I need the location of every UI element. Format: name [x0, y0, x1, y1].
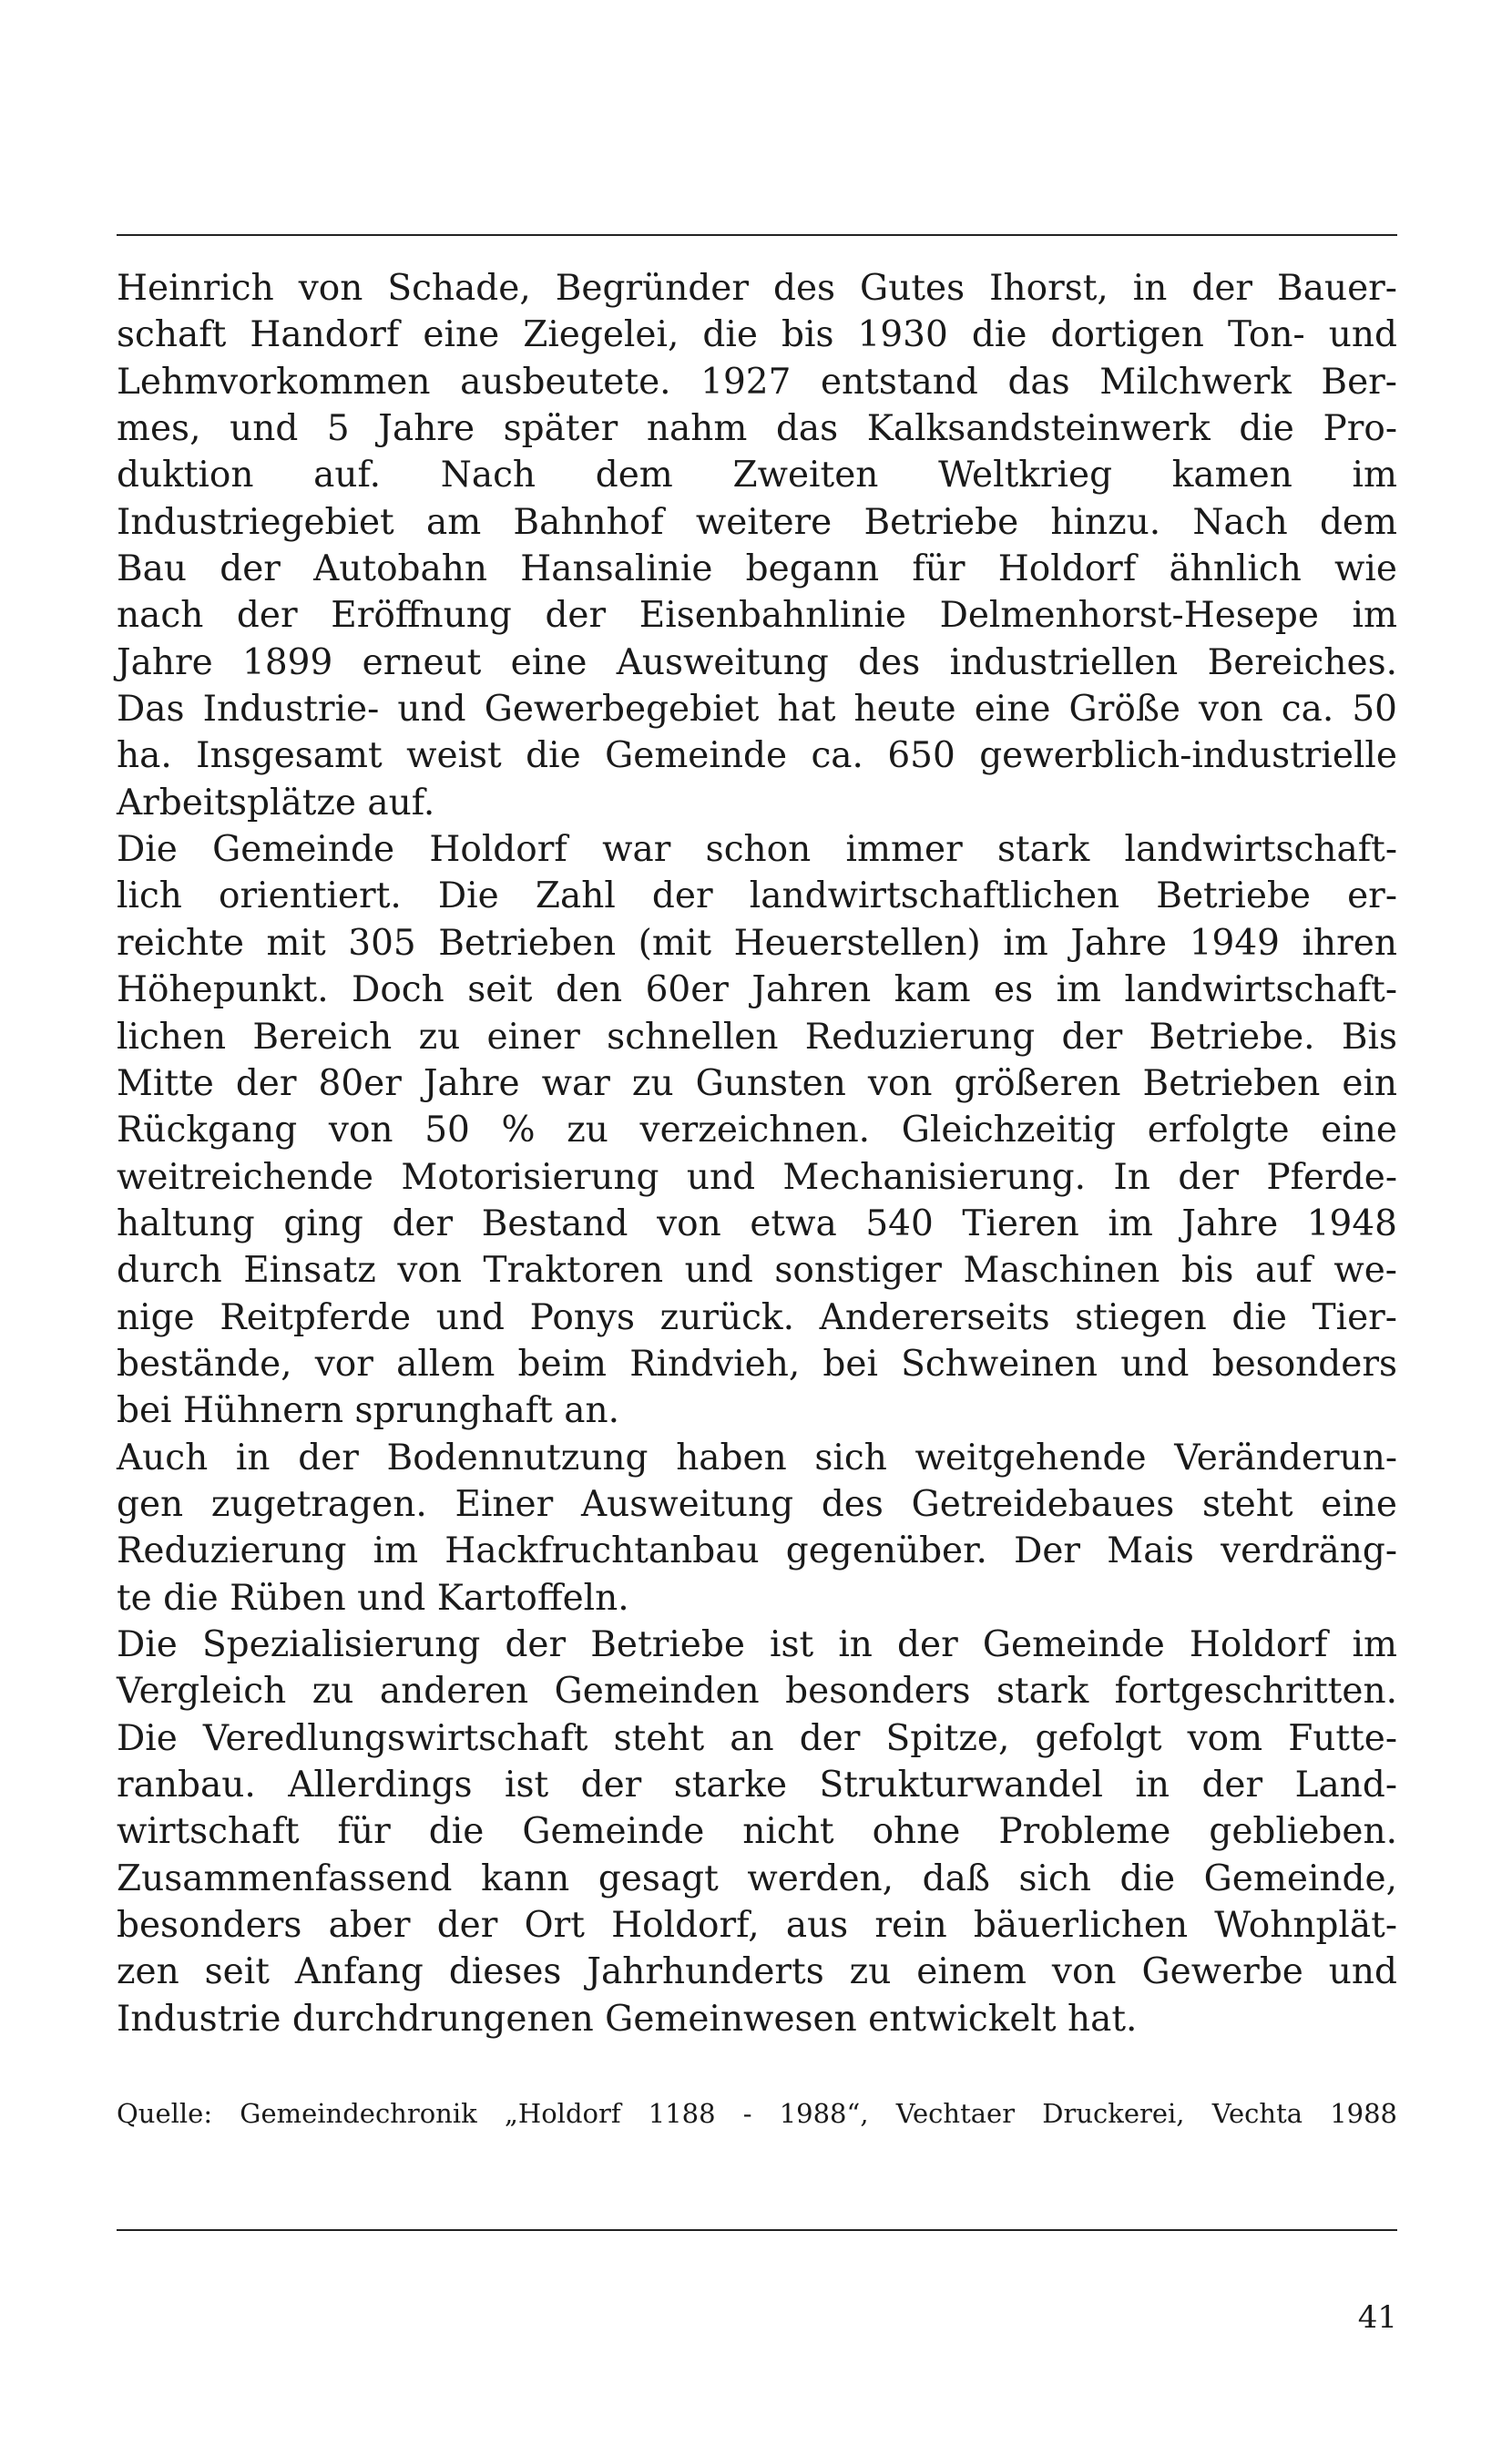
text-line: besonders aber der Ort Holdorf, aus rein bäuerlichen Wohnplät-	[117, 1905, 1397, 1947]
text-line: lichen Bereich zu einer schnellen Reduzierung der Betriebe. Bis	[117, 1016, 1397, 1058]
text-line: Mitte der 80er Jahre war zu Gunsten von größeren Betrieben ein	[117, 1062, 1397, 1104]
text-line: te die Rüben und Kartoffeln.	[117, 1577, 629, 1619]
text-line: Rückgang von 50 % zu verzeichnen. Gleichzeitig erfolgte eine	[117, 1110, 1397, 1151]
text-line: ranbau. Allerdings ist der starke Strukturwandel in der Land-	[117, 1765, 1397, 1806]
text-line: Auch in der Bodennutzung haben sich weitgehende Veränderun-	[117, 1437, 1397, 1479]
text-line: bestände, vor allem beim Rindvieh, bei Schweinen und besonders	[117, 1343, 1397, 1385]
text-line: durch Einsatz von Traktoren und sonstiger Maschinen bis auf we-	[117, 1250, 1397, 1292]
text-line: duktion auf. Nach dem Zweiten Weltkrieg kamen im	[117, 455, 1397, 496]
text-line: reichte mit 305 Betrieben (mit Heuerstellen) im Jahre 1949 ihren	[117, 922, 1397, 964]
text-line: Vergleich zu anderen Gemeinden besonders stark fortgeschritten.	[117, 1671, 1397, 1713]
text-line: zen seit Anfang dieses Jahrhunderts zu einem von Gewerbe und	[117, 1951, 1397, 1993]
top-rule	[117, 234, 1397, 236]
source-citation: Quelle: Gemeindechronik „Holdorf 1188 - 1988“, Vechtaer Druckerei, Vechta 1988	[117, 2098, 1397, 2129]
text-line: lich orientiert. Die Zahl der landwirtschaftlichen Betriebe er-	[117, 875, 1397, 917]
text-line: Zusammenfassend kann gesagt werden, daß sich die Gemeinde,	[117, 1857, 1397, 1899]
text-line: wirtschaft für die Gemeinde nicht ohne Probleme geblieben.	[117, 1811, 1397, 1853]
page-number: 41	[1357, 2299, 1397, 2336]
text-line: ha. Insgesamt weist die Gemeinde ca. 650 gewerblich-industrielle	[117, 735, 1397, 777]
text-line: Jahre 1899 erneut eine Ausweitung des industriellen Bereiches.	[117, 641, 1397, 683]
text-line: haltung ging der Bestand von etwa 540 Tieren im Jahre 1948	[117, 1202, 1397, 1244]
text-line: Reduzierung im Hackfruchtanbau gegenüber. Der Mais verdräng-	[117, 1530, 1397, 1572]
text-line: Arbeitsplätze auf.	[117, 782, 435, 824]
text-line: Die Veredlungswirtschaft steht an der Spitze, gefolgt vom Futte-	[117, 1717, 1397, 1759]
text-line: Bau der Autobahn Hansalinie begann für Holdorf ähnlich wie	[117, 548, 1397, 590]
text-line: Industriegebiet am Bahnhof weitere Betriebe hinzu. Nach dem	[117, 501, 1397, 543]
text-line: nige Reitpferde und Ponys zurück. Andererseits stiegen die Tier-	[117, 1296, 1397, 1338]
text-line: Die Spezialisierung der Betriebe ist in der Gemeinde Holdorf im	[117, 1623, 1397, 1665]
text-line: mes, und 5 Jahre später nahm das Kalksandsteinwerk die Pro-	[117, 408, 1397, 450]
text-line: schaft Handorf eine Ziegelei, die bis 1930 die dortigen Ton- und	[117, 314, 1397, 356]
text-line: nach der Eröffnung der Eisenbahnlinie Delmenhorst-Hesepe im	[117, 595, 1397, 637]
text-line: bei Hühnern sprunghaft an.	[117, 1390, 619, 1432]
text-line: Das Industrie- und Gewerbegebiet hat heute eine Größe von ca. 50	[117, 689, 1397, 731]
text-line: Industrie durchdrungenen Gemeinwesen entwickelt hat.	[117, 1998, 1138, 2040]
text-line: Die Gemeinde Holdorf war schon immer stark landwirtschaft-	[117, 829, 1397, 871]
text-line: Lehmvorkommen ausbeutete. 1927 entstand das Milchwerk Ber-	[117, 361, 1397, 403]
text-line: weitreichende Motorisierung und Mechanisierung. In der Pferde-	[117, 1156, 1397, 1198]
text-line: gen zugetragen. Einer Ausweitung des Getreidebaues steht eine	[117, 1483, 1397, 1525]
bottom-rule	[117, 2229, 1397, 2231]
body-text	[117, 265, 1397, 2042]
text-line: Heinrich von Schade, Begründer des Gutes Ihorst, in der Bauer-	[117, 268, 1397, 309]
text-line: Höhepunkt. Doch seit den 60er Jahren kam es im landwirtschaft-	[117, 969, 1397, 1011]
